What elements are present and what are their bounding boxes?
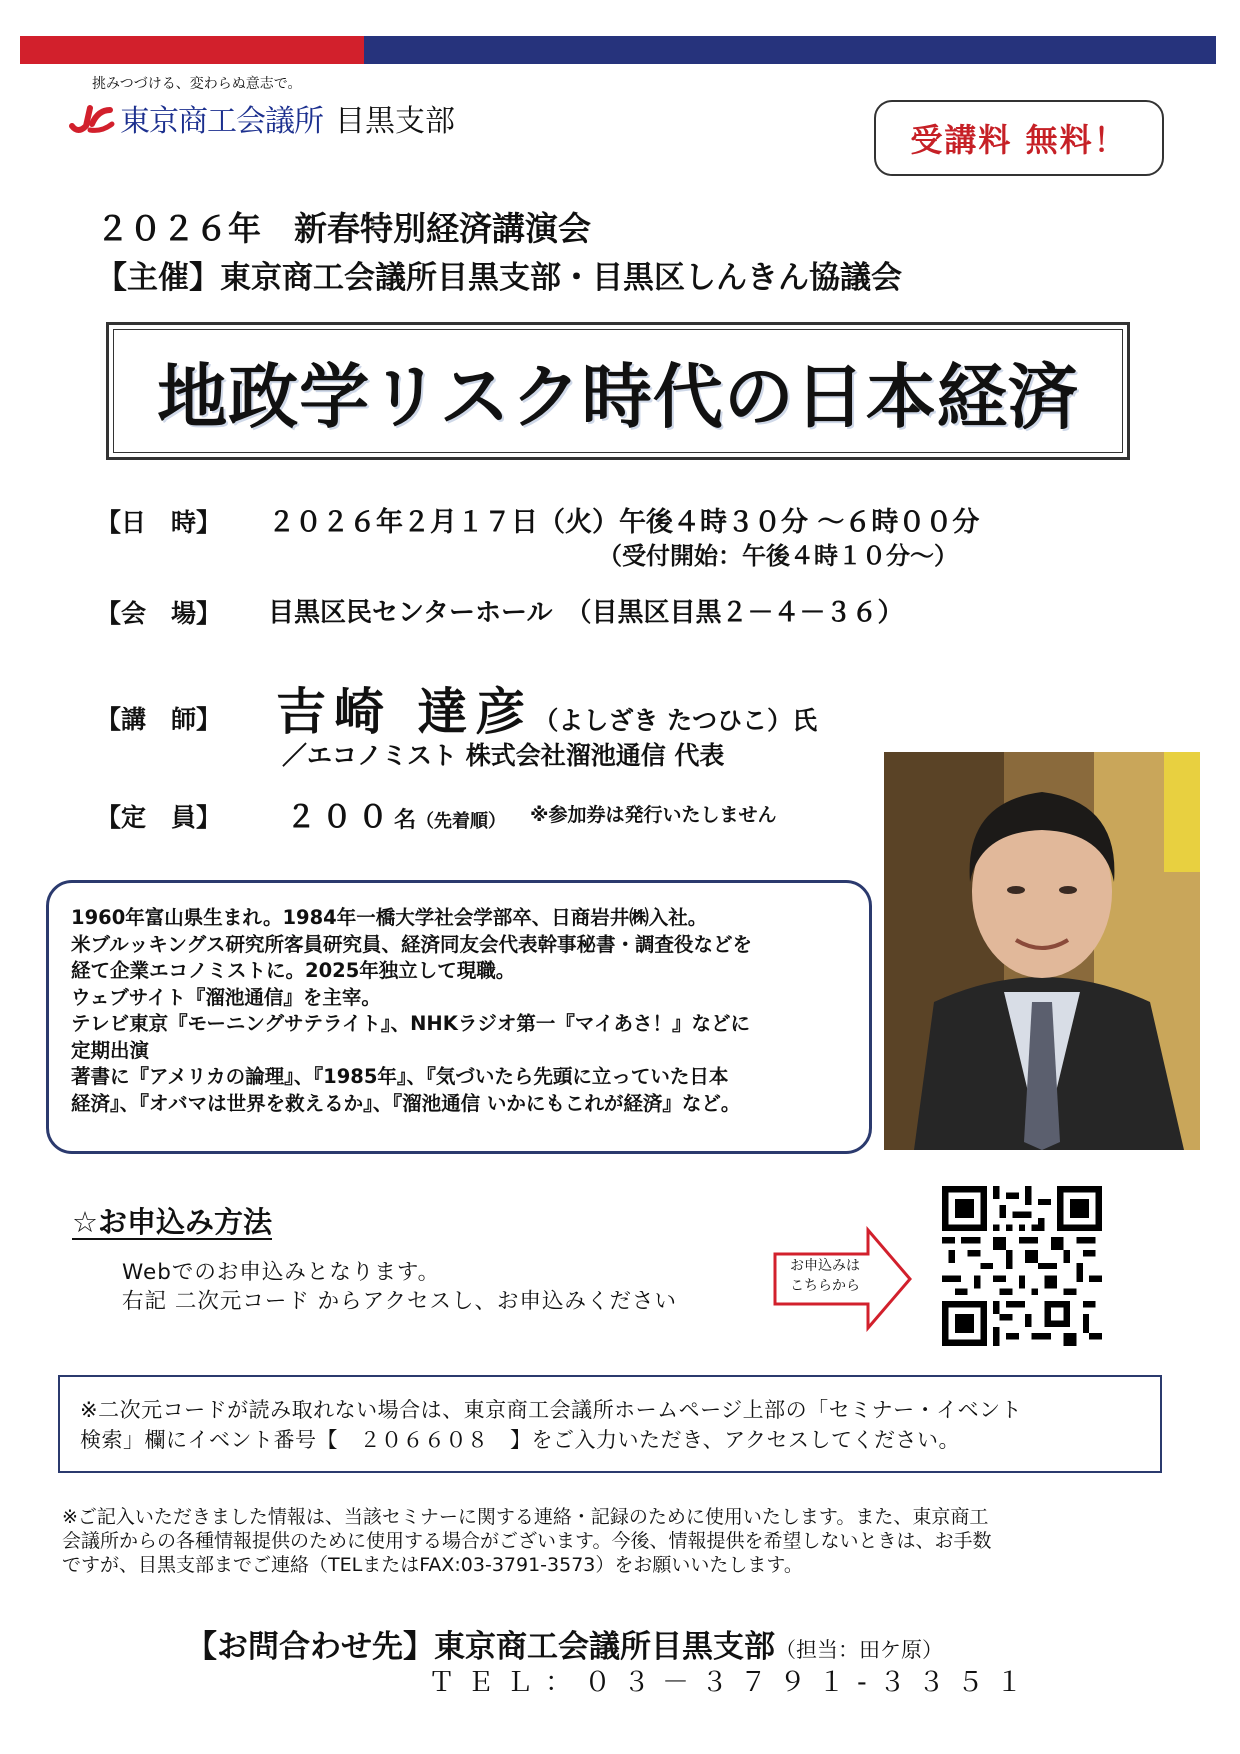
application-heading: ☆お申込み方法	[72, 1205, 272, 1239]
application-text-line2: 右記 二次元コード からアクセスし、お申込みください	[122, 1289, 678, 1314]
bio-line: 定期出演	[71, 1038, 150, 1062]
org-tagline: 挑みつづける、変わらぬ意志で。	[92, 76, 302, 92]
bio-line: ウェブサイト『溜池通信』を主宰。	[71, 985, 381, 1009]
privacy-line: 会議所からの各種情報提供のために使用する場合がございます。今後、情報提供を希望しないときは、お手数	[62, 1530, 992, 1552]
bio-line: 1960年富山県生まれ。1984年一橋大学社会学部卒、日商岩井㈱入社。	[71, 906, 708, 929]
speaker-photo	[884, 752, 1200, 1150]
org-name: 東京商工会議所	[120, 104, 323, 139]
date-label: 【日 時】	[96, 508, 222, 537]
notice-line1: ※二次元コードが読み取れない場合は、東京商工会議所ホームページ上部の「セミナー・イベント	[80, 1398, 1023, 1422]
event-series-title: ２０２６年 新春特別経済講演会	[96, 209, 591, 248]
contact-org: 東京商工会議所目黒支部	[434, 1629, 775, 1665]
privacy-line: ですが、目黒支部までご連絡（TELまたはFAX:03-3791-3573）をお願いいたします。	[62, 1554, 803, 1576]
speaker-affiliation: ／エコノミスト 株式会社溜池通信 代表	[282, 741, 725, 770]
speaker-heading	[276, 672, 817, 744]
privacy-notice	[62, 1505, 1172, 1577]
capacity-number: ２００	[286, 800, 394, 835]
speaker-bio-box	[46, 880, 872, 1154]
speaker-name: 吉崎 達彦	[276, 683, 534, 741]
contact-label: 【お問合わせ先】	[186, 1629, 434, 1665]
arrow-caption-line2: こちらから	[790, 1278, 860, 1294]
application-qr-code[interactable]	[942, 1186, 1102, 1346]
contact-person: （担当：田ケ原）	[775, 1638, 943, 1662]
tokyo-chamber-logo-icon	[68, 100, 116, 136]
bio-line: 著書に『アメリカの論理』、『1985年』、『気づいたら先頭に立っていた日本	[71, 1065, 729, 1088]
capacity-unit: 名	[394, 808, 417, 833]
org-branch: 目黒支部	[335, 104, 455, 139]
top-bar-red	[20, 36, 364, 64]
arrow-caption-line1: お申込みは	[790, 1258, 860, 1274]
capacity-order-note: （先着順）	[416, 811, 507, 832]
notice-line2: 検索」欄にイベント番号【 ２０６６０８ 】をご入力いただき、アクセスしてください。	[80, 1428, 961, 1452]
org-logo	[68, 96, 455, 140]
venue-label: 【会 場】	[96, 599, 222, 628]
event-organizers: 【主催】東京商工会議所目黒支部・目黒区しんきん協議会	[96, 260, 902, 296]
lecture-title: 地政学リスク時代の日本経済	[113, 329, 1123, 453]
speaker-label: 【講 師】	[96, 705, 222, 734]
main-title-frame	[106, 322, 1130, 460]
speaker-kana: （よしざき たつひこ）氏	[533, 706, 818, 735]
bio-line: 米ブルッキングス研究所客員研究員、経済同友会代表幹事秘書・調査役などを	[71, 932, 752, 956]
date-value: ２０２６年２月１７日（火）午後４時３０分 ～６時００分	[268, 507, 980, 538]
reception-time: （受付開始：午後４時１０分～）	[598, 542, 958, 570]
bio-line: テレビ東京『モーニングサテライト』、NHKラジオ第一『マイあさ！』などに	[71, 1012, 750, 1035]
top-color-bar	[20, 36, 1216, 64]
contact-phone: ＴＥＬ：０３－３７９１-３３５１	[428, 1667, 1035, 1698]
capacity-value	[286, 792, 506, 836]
free-admission-badge: 受講料 無料！	[874, 100, 1164, 176]
qr-fallback-notice	[58, 1375, 1162, 1473]
bio-line: 経済』、『オバマは世界を救えるか』、『溜池通信 いかにもこれが経済』など。	[71, 1091, 741, 1115]
bio-line: 経て企業エコノミストに。2025年独立して現職。	[71, 959, 516, 982]
capacity-label: 【定 員】	[96, 803, 222, 832]
privacy-line: ※ご記入いただきました情報は、当該セミナーに関する連絡・記録のために使用いたします。また、東京商工	[62, 1506, 989, 1528]
ticket-note: ※参加券は発行いたしません	[530, 804, 777, 826]
arrow-caption	[790, 1256, 860, 1296]
top-bar-navy	[364, 36, 1216, 64]
application-text-line1: Webでのお申込みとなります。	[122, 1260, 441, 1285]
venue-value: 目黒区民センターホール （目黒区目黒２－４－３６）	[268, 598, 904, 628]
